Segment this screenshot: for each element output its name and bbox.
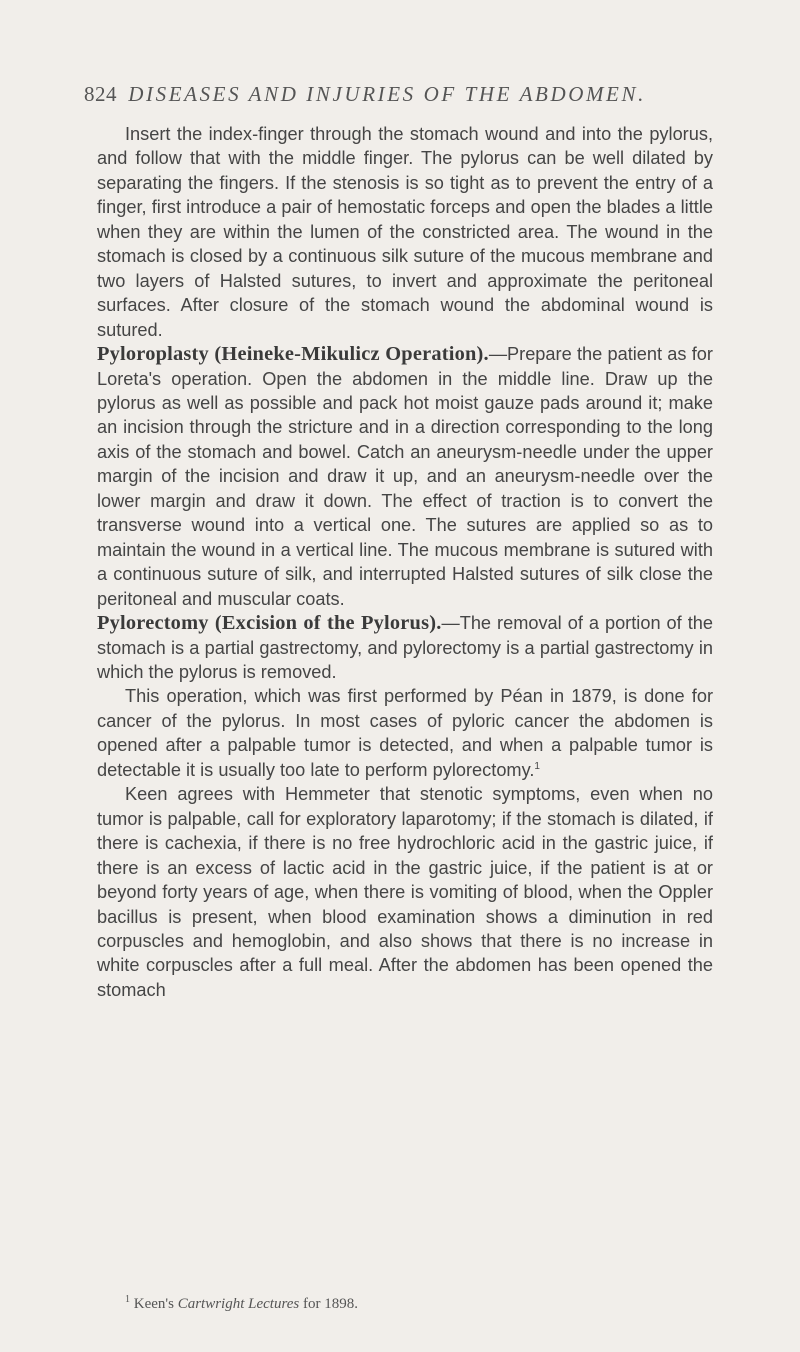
section-heading-pylorectomy: Pylorectomy (Excision of the Pylorus). (97, 612, 442, 635)
running-title: DISEASES AND INJURIES OF THE ABDOMEN. (128, 82, 646, 106)
page-number: 824 (84, 82, 117, 106)
footnote-suffix: for 1898. (303, 1296, 358, 1312)
footnote-prefix: Keen's (133, 1296, 174, 1312)
footnote-marker: 1 (125, 1294, 130, 1305)
footnote-reference: 1 (534, 760, 540, 772)
footnote (125, 1296, 645, 1313)
running-header (84, 82, 724, 112)
paragraph-pyloroplasty (97, 342, 713, 611)
body-text (97, 122, 713, 1002)
pyloroplasty-text: —Prepare the patient as for Loreta's operation. Open the abdomen in the middle line. Draw up the pylorus as well as possible and pack hot moist gauze pads around it; make an incision through the stricture and in a direction corresponding to the long axis of the stomach and bowel. Catch an aneurysm-needle under the upper margin of the incision and draw it up, and an aneurysm-needle over the lower margin and draw it down. The effect of traction is to convert the transverse wound into a vertical one. The sutures are applied so as to maintain the wound in a vertical line. The mucous membrane is sutured with a continuous suture of silk, and interrupted Halsted sutures of silk close the peritoneal and muscular coats. (97, 344, 713, 609)
paragraph-insert-finger: Insert the index-finger through the stomach wound and into the pylorus, and follow that with the middle finger. The pylorus can be well dilated by separating the fingers. If the stenosis is so tight as to prevent the entry of a finger, first introduce a pair of hemostatic forceps and open the blades a little when they are within the lumen of the constricted area. The wound in the stomach is closed by a continuous silk suture of the mucous membrane and two layers of Halsted sutures, to invert and approximate the peritoneal surfaces. After closure of the stomach wound the abdominal wound is sutured. (97, 124, 713, 340)
footnote-title: Cartwright Lectures (177, 1296, 300, 1312)
paragraph-pylorectomy (97, 611, 713, 684)
paragraph-pean (97, 684, 713, 782)
pylorectomy-text: —The removal of a portion of the stomach is a partial gastrectomy, and pylorectomy is a partial gastrectomy in which the pylorus is removed. (97, 613, 713, 682)
paragraph-keen: Keen agrees with Hemmeter that stenotic symptoms, even when no tumor is palpable, call for exploratory laparotomy; if the stomach is dilated, if there is cachexia, if there is no free hydrochloric acid in the gastric juice, if there is an excess of lactic acid in the gastric juice, if the patient is at or beyond forty years of age, when there is vomiting of blood, when the Oppler bacillus is present, when blood examination shows a diminution in red corpuscles and hemoglobin, and also shows that there is no increase in white corpuscles after a full meal. After the abdomen has been opened the stomach (97, 784, 713, 1000)
pean-text: This operation, which was first performed by Péan in 1879, is done for cancer of the pylorus. In most cases of pyloric cancer the abdomen is opened after a palpable tumor is detected, and when a palpable tumor is detectable it is usually too late to perform pylorectomy. (97, 686, 713, 780)
section-heading-pyloroplasty: Pyloroplasty (Heineke-Mikulicz Operation). (97, 343, 489, 366)
